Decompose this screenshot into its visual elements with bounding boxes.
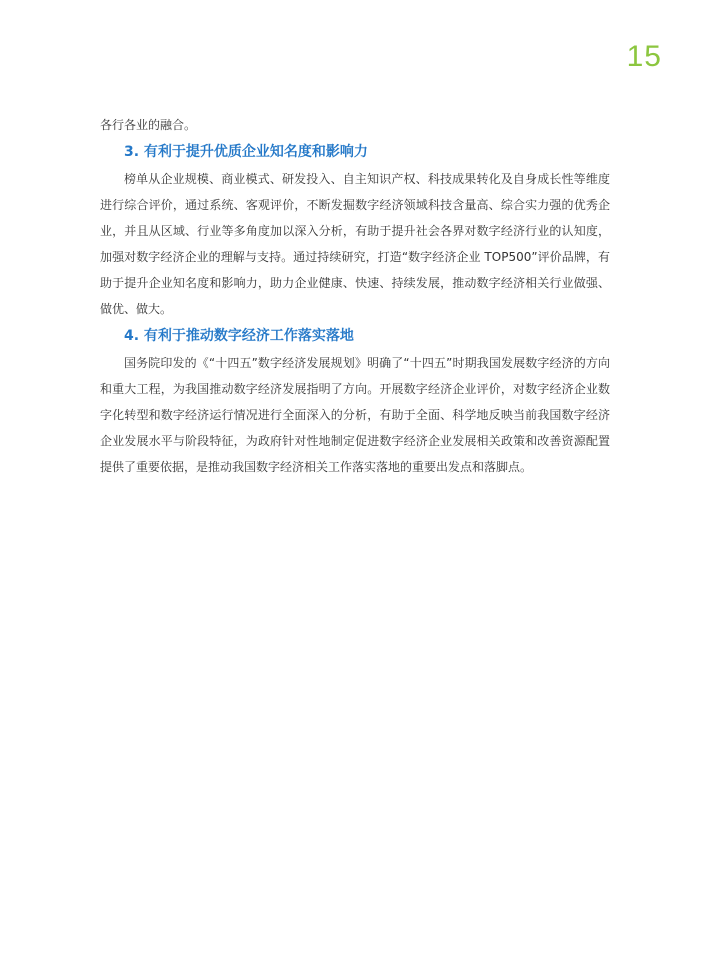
section-3-body: 榜单从企业规模、商业模式、研发投入、自主知识产权、科技成果转化及自身成长性等维度进行综合评价，通过系统、客观评价，不断发掘数字经济领域科技含量高、综合实力强的优秀企业，并且从区域、行业等多角度加以深入分析，有助于提升社会各界对数字经济行业的认知度，加强对数字经济企业的理解与支持。通过持续研究，打造“数字经济企业 TOP500”评价品牌，有助于提升企业知名度和影响力，助力企业健康、快速、持续发展，推动数字经济相关行业做强、做优、做大。: [100, 172, 610, 316]
section-heading-4: 4. 有利于推动数字经济工作落实落地: [124, 328, 354, 344]
section-4-body: 国务院印发的《“十四五”数字经济发展规划》明确了“十四五”时期我国发展数字经济的方向和重大工程，为我国推动数字经济发展指明了方向。开展数字经济企业评价，对数字经济企业数字化转型和数字经济运行情况进行全面深入的分析，有助于全面、科学地反映当前我国数字经济企业发展水平与阶段特征，为政府针对性地制定促进数字经济企业发展相关政策和改善资源配置提供了重要依据，是推动我国数字经济相关工作落实落地的重要出发点和落脚点。: [100, 356, 610, 474]
section-heading-3: 3. 有利于提升优质企业知名度和影响力: [124, 144, 368, 160]
page-number: 15: [626, 40, 662, 73]
continued-paragraph: 各行各业的融合。: [100, 118, 197, 132]
document-body: [100, 112, 610, 480]
